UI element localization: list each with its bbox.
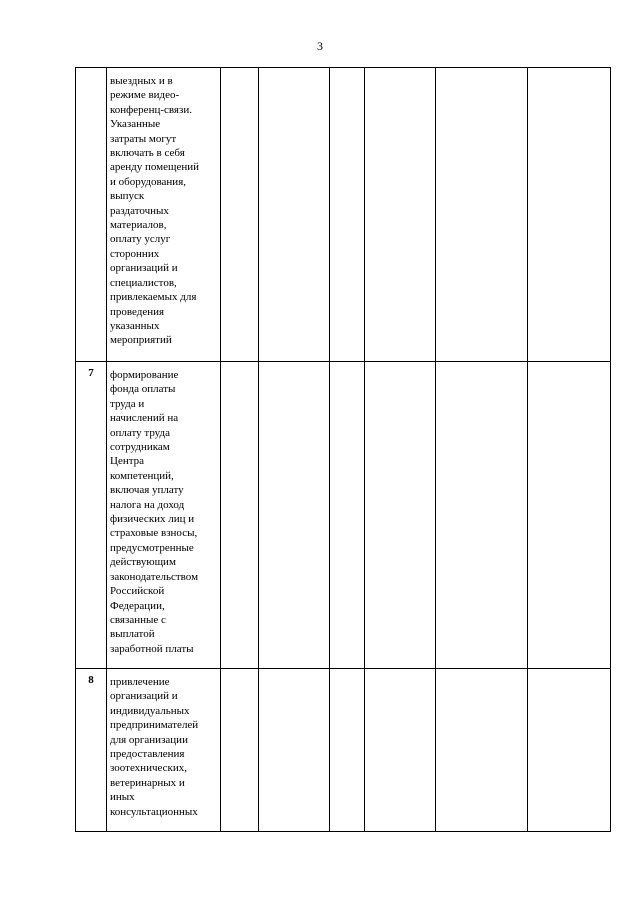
- empty-cell: [221, 362, 259, 669]
- row-description-cell: формирование фонда оплаты труда и начислений на оплату труда сотрудникам Центра компетенций, включая уплату налога на доход физических лиц и страховые взносы, предусмотренные действующим законодательством Российской Федерации, связанные с выплатой заработной платы: [107, 362, 221, 669]
- empty-cell: [528, 669, 611, 832]
- empty-cell: [365, 68, 436, 362]
- row-description-cell: привлечение организаций и индивидуальных предпринимателей для организации предоставления зоотехнических, ветеринарных и иных консультационных: [107, 669, 221, 832]
- empty-cell: [221, 68, 259, 362]
- empty-cell: [330, 362, 365, 669]
- row-number-cell: 7: [76, 362, 107, 669]
- empty-cell: [330, 68, 365, 362]
- expense-table: [75, 67, 611, 832]
- table-row: [76, 68, 611, 362]
- empty-cell: [436, 362, 528, 669]
- empty-cell: [259, 68, 330, 362]
- empty-cell: [221, 669, 259, 832]
- empty-cell: [365, 669, 436, 832]
- table-row: [76, 362, 611, 669]
- empty-cell: [436, 669, 528, 832]
- row-number-cell: 8: [76, 669, 107, 832]
- row-number-cell: [76, 68, 107, 362]
- empty-cell: [330, 669, 365, 832]
- empty-cell: [436, 68, 528, 362]
- row-description-cell: выездных и в режиме видео- конференц-связи. Указанные затраты могут включать в себя аренду помещений и оборудования, выпуск раздаточных материалов, оплату услуг сторонних организаций и специалистов, привлекаемых для проведения указанных мероприятий: [107, 68, 221, 362]
- empty-cell: [528, 68, 611, 362]
- empty-cell: [259, 669, 330, 832]
- empty-cell: [259, 362, 330, 669]
- page-number: 3: [317, 39, 323, 53]
- table-row: [76, 669, 611, 832]
- empty-cell: [528, 362, 611, 669]
- empty-cell: [365, 362, 436, 669]
